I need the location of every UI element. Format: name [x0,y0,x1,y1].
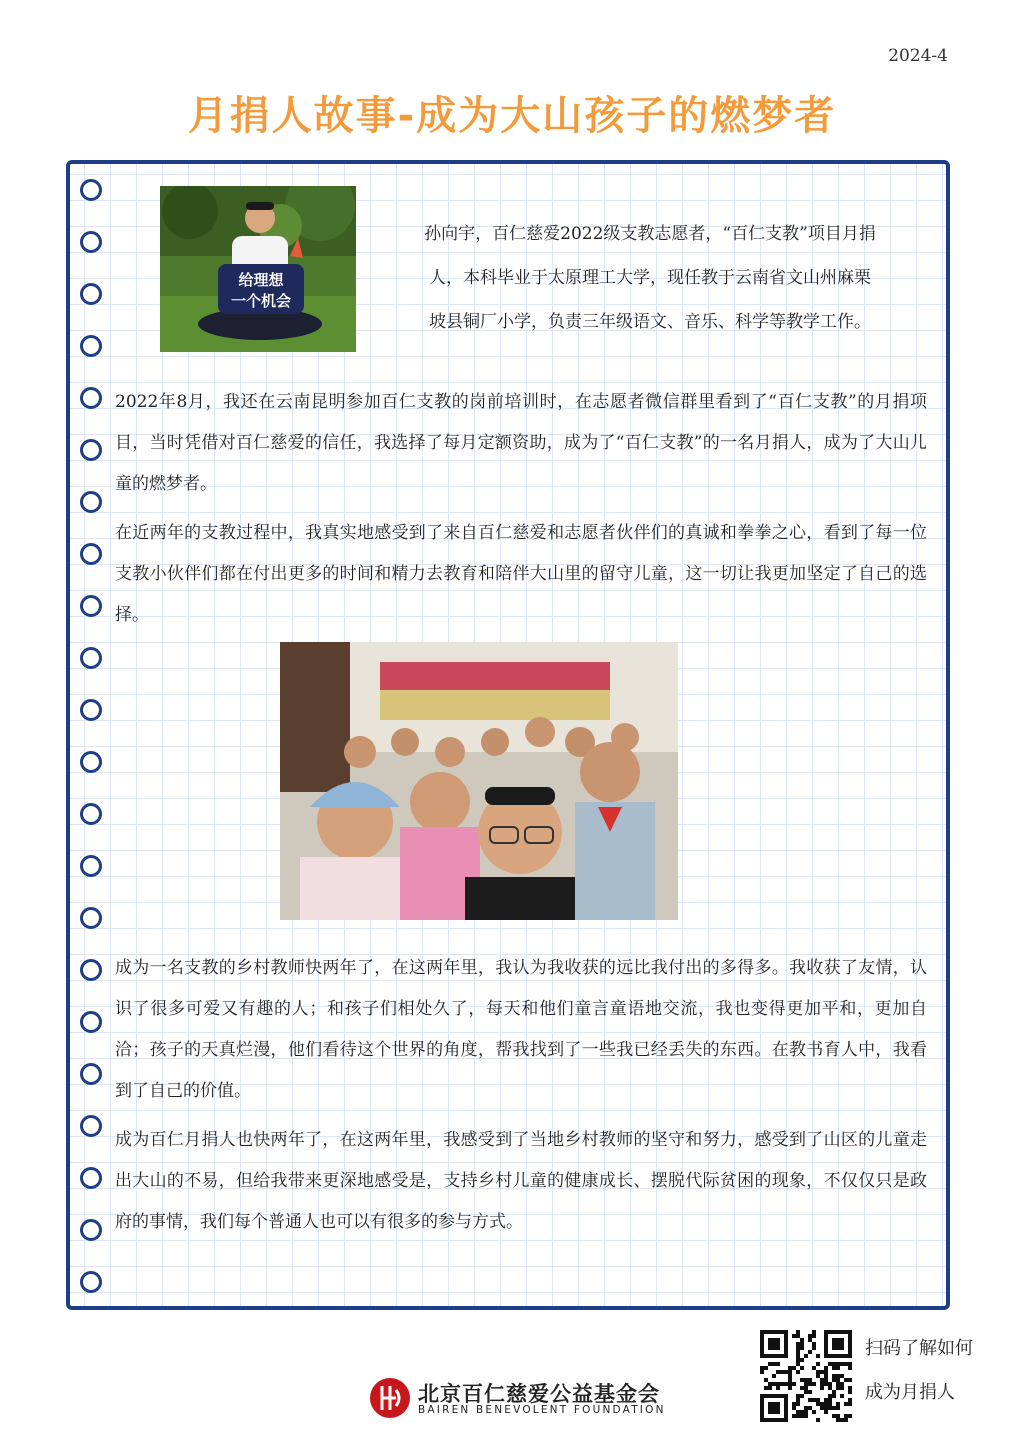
binder-ring [80,907,102,929]
foundation-name-en: BAIREN BENEVOLENT FOUNDATION [418,1404,666,1416]
binder-ring [80,803,102,825]
paragraph-1: 2022年8月，我还在云南昆明参加百仁支教的岗前培训时，在志愿者微信群里看到了“百仁支教”的月捐项目，当时凭借对百仁慈爱的信任，我选择了每月定额资助，成为了“百仁支教”的一名月捐人，成为了大山儿童的燃梦者。 [115,392,927,494]
sign-line-2: 一个机会 [230,292,292,310]
binder-ring [80,231,102,253]
sign-line-1: 给理想 [238,271,284,289]
binder-ring [80,179,102,201]
binder-ring [80,699,102,721]
binder-ring [80,387,102,409]
binder-ring [80,595,102,617]
intro-line: 人，本科毕业于太原理工大学，现任教于云南省文山州麻栗 [429,268,871,288]
volunteer-portrait-photo [160,186,356,352]
binder-ring [80,1219,102,1241]
qr-caption-line-2: 成为月捐人 [865,1382,955,1403]
binder-ring [80,335,102,357]
intro-line: 孙向宇，百仁慈爱2022级支教志愿者，“百仁支教”项目月捐 [424,224,876,244]
date-label: 2024-4 [888,46,948,66]
qr-caption-line-1: 扫码了解如何 [865,1338,973,1359]
binder-ring [80,855,102,877]
qr-code[interactable] [760,1330,852,1422]
binder-ring [80,491,102,513]
foundation-name-cn: 北京百仁慈爱公益基金会 [418,1382,660,1406]
paragraph-3: 成为一名支教的乡村教师快两年了，在这两年里，我认为我收获的远比我付出的多得多。我收获了友情，认识了很多可爱又有趣的人；和孩子们相处久了，每天和他们童言童语地交流，我也变得更加平和，更加自洽；孩子的天真烂漫，他们看待这个世界的角度，帮我找到了一些我已经丢失的东西。在教书育人中，我看到了自己的价值。 [115,958,927,1101]
binder-ring [80,959,102,981]
classroom-selfie-photo [280,642,678,920]
paragraph-4: 成为百仁月捐人也快两年了，在这两年里，我感受到了当地乡村教师的坚守和努力，感受到了山区的儿童走出大山的不易，但给我带来更深地感受是，支持乡村儿童的健康成长、摆脱代际贫困的现象，不仅仅只是政府的事情，我们每个普通人也可以有很多的参与方式。 [115,1130,927,1232]
qr-code-icon [760,1330,852,1422]
intro-line: 坡县铜厂小学，负责三年级语文、音乐、科学等教学工作。 [429,312,871,332]
binder-ring [80,1011,102,1033]
binder-ring [80,751,102,773]
binder-ring [80,543,102,565]
intro-text [380,212,920,344]
binder-ring [80,1063,102,1085]
binder-ring [80,283,102,305]
binder-ring [80,647,102,669]
binder-ring [80,439,102,461]
binder-ring [80,1271,102,1293]
paragraph-2: 在近两年的支教过程中，我真实地感受到了来自百仁慈爱和志愿者伙伴们的真诚和拳拳之心，看到了每一位支教小伙伴们都在付出更多的时间和精力去教育和陪伴大山里的留守儿童，这一切让我更加坚定了自己的选择。 [115,523,927,625]
binder-ring [80,1167,102,1189]
page-title: 月捐人故事-成为大山孩子的燃梦者 [187,93,837,139]
binder-ring [80,1115,102,1137]
foundation-emblem-icon [368,1376,412,1420]
foundation-logo [368,1374,688,1424]
